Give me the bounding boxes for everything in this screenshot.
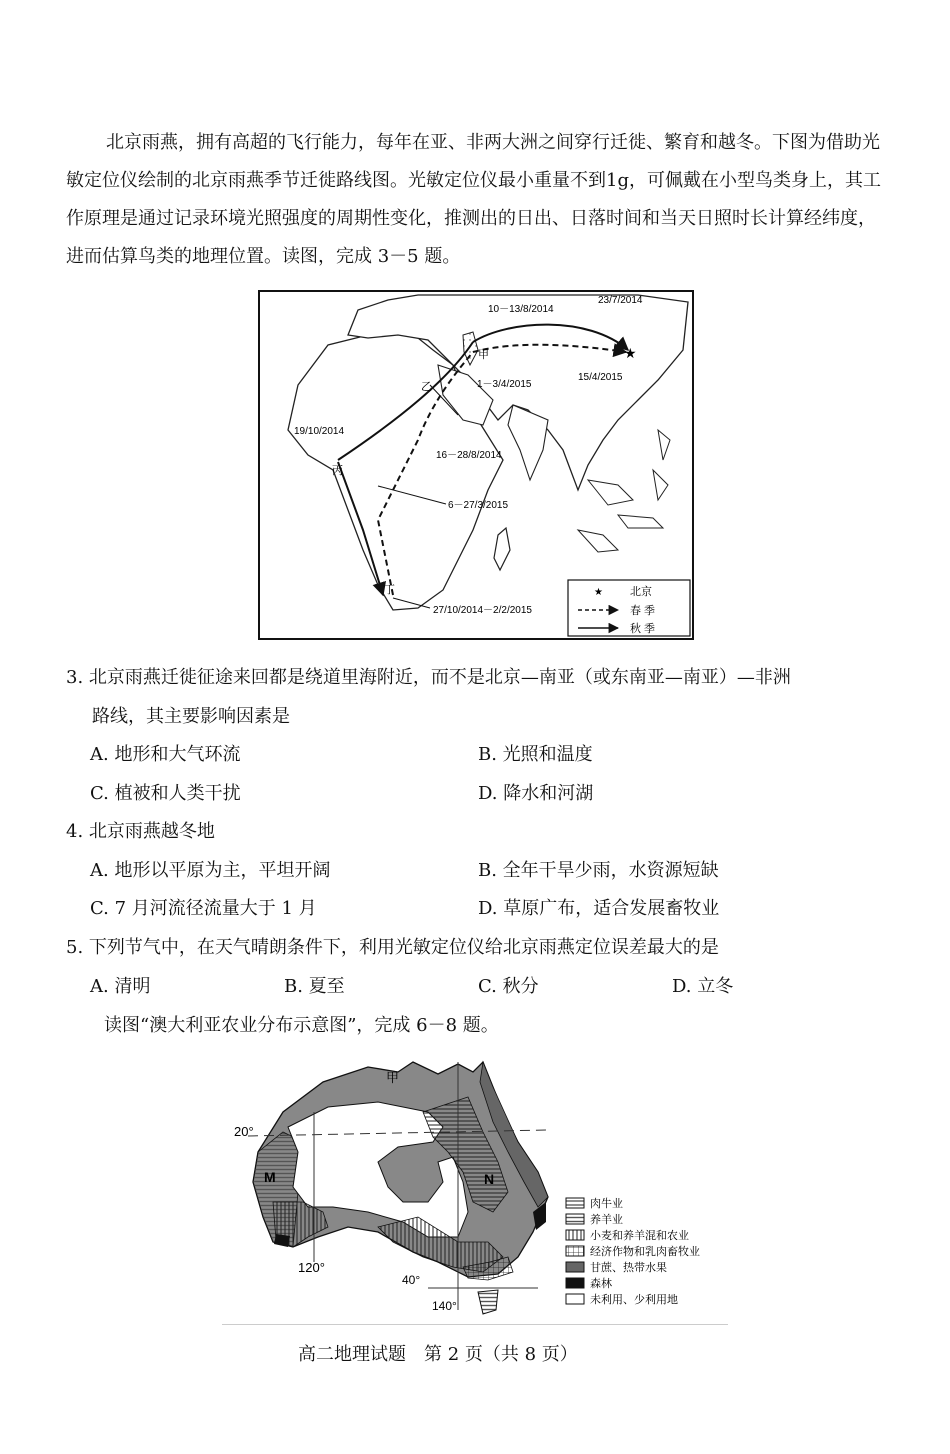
q3-stem-line1: 3. 北京雨燕迁徙征途来回都是绕道里海附近，而不是北京—南亚（或东南亚—南亚）—非洲 (66, 667, 791, 688)
date-label: 10－13/8/2014 (488, 304, 554, 315)
lon-120-label: 120° (298, 1260, 325, 1275)
q4-option-d: D. 草原广布，适合发展畜牧业 (478, 898, 720, 919)
map-legend (568, 580, 690, 636)
agri-legend (566, 1196, 700, 1306)
intro-paragraph: 北京雨燕，拥有高超的飞行能力，每年在亚、非两大洲之间穿行迁徙、繁育和越冬。下图为借助光敏定位仪绘制的北京雨燕季节迁徙路线图。光敏定位仪最小重量不到1g，可佩戴在小型鸟类身上，其工作原理是通过记录环境光照强度的周期性变化，推测出的日出、日落时间和当天日照时长计算经纬度，进而估算鸟类的地理位置。读图，完成 3－5 题。 (66, 132, 881, 267)
q4-option-a: A. 地形以平原为主，平坦开阔 (90, 860, 331, 881)
q5-option-d: D. 立冬 (672, 976, 734, 997)
q5-stem: 5. 下列节气中，在天气晴朗条件下，利用光敏定位仪给北京雨燕定位误差最大的是 (66, 937, 719, 958)
q3-stem-line2: 路线，其主要影响因素是 (92, 706, 290, 727)
tasmania-outline (478, 1290, 498, 1314)
legend-beijing: 北京 (630, 586, 652, 598)
migration-map (258, 290, 694, 644)
region-jia-label: 甲 (386, 1070, 400, 1085)
q3-option-c: C. 植被和人类干扰 (90, 783, 241, 804)
point-bing-label: 丙 (332, 465, 343, 477)
date-label: 19/10/2014 (294, 426, 345, 437)
q4-option-c: C. 7 月河流径流量大于 1 月 (90, 898, 317, 919)
date-label: 6－27/3/2015 (448, 500, 509, 511)
q4-stem: 4. 北京雨燕越冬地 (66, 821, 215, 842)
beijing-star-icon: ★ (624, 345, 637, 361)
legend-cash-dairy: 经济作物和乳肉畜牧业 (590, 1246, 700, 1258)
date-label: 27/10/2014－2/2/2015 (433, 605, 532, 616)
legend-spring: 春 季 (630, 605, 656, 617)
legend-unused: 未利用、少利用地 (590, 1294, 678, 1306)
legend-sheep: 养羊业 (590, 1214, 623, 1226)
lat-40-label: 40° (402, 1273, 421, 1287)
date-label: 15/4/2015 (578, 372, 623, 383)
footer-divider (222, 1324, 728, 1325)
point-yi-label: 乙 (421, 381, 432, 393)
date-label: 16－28/8/2014 (436, 450, 502, 461)
q3-option-d: D. 降水和河湖 (478, 783, 594, 804)
q3-option-b: B. 光照和温度 (478, 744, 593, 765)
page-footer: 高二地理试题 第 2 页（共 8 页） (298, 1344, 578, 1365)
point-jia-label: 甲 (478, 349, 489, 361)
point-ding-label: 丁 (384, 584, 395, 596)
legend-forest: 森林 (590, 1278, 612, 1290)
lat-20-label: 20° (234, 1124, 254, 1139)
region-n-label: N (484, 1171, 495, 1187)
legend-wheat-sheep: 小麦和养羊混和农业 (590, 1230, 689, 1242)
australia-map (228, 1052, 728, 1324)
legend-cattle: 肉牛业 (590, 1198, 623, 1210)
q3-option-a: A. 地形和大气环流 (90, 744, 241, 765)
legend-autumn: 秋 季 (630, 623, 656, 635)
region-m-label: M (264, 1169, 276, 1185)
q5-option-b: B. 夏至 (284, 976, 345, 997)
lon-140-label: 140° (432, 1299, 457, 1313)
legend-sugarcane: 甘蔗、热带水果 (590, 1262, 667, 1274)
q5-option-a: A. 清明 (90, 976, 151, 997)
intro2: 读图“澳大利亚农业分布示意图”，完成 6－8 题。 (104, 1015, 499, 1036)
date-label: 23/7/2014 (598, 295, 643, 306)
svg-text:★: ★ (594, 587, 603, 598)
q5-option-c: C. 秋分 (478, 976, 539, 997)
q4-option-b: B. 全年干旱少雨，水资源短缺 (478, 860, 719, 881)
date-label: 1－3/4/2015 (477, 379, 532, 390)
